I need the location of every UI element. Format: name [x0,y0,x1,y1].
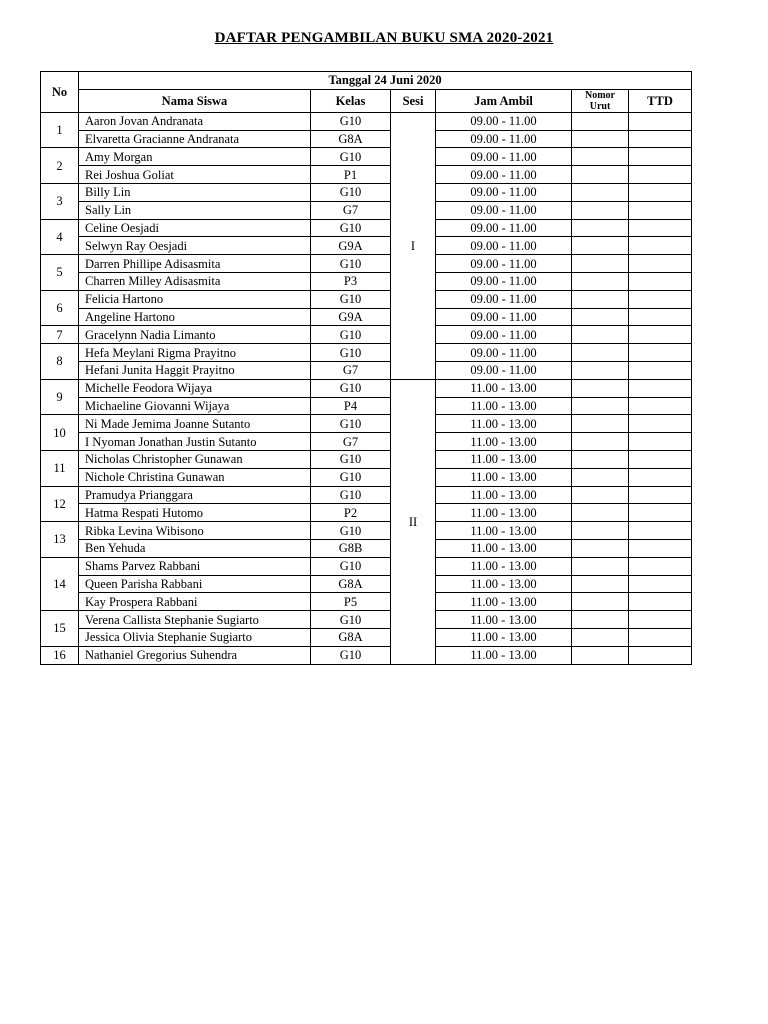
header-nomor-line2: Urut [589,100,611,112]
signature-cell [629,504,692,522]
student-name: Hefani Junita Haggit Prayitno [79,361,311,379]
signature-cell [629,557,692,575]
student-kelas: G10 [311,522,391,540]
header-jam-ambil: Jam Ambil [436,89,572,112]
student-kelas: P2 [311,504,391,522]
session-label: II [391,379,436,664]
table-row [41,344,692,362]
pickup-time: 09.00 - 11.00 [436,166,572,184]
student-kelas: G10 [311,611,391,629]
signature-cell [629,112,692,130]
student-kelas: G9A [311,237,391,255]
signature-cell [629,593,692,611]
row-number: 8 [41,344,79,380]
nomor-urut-cell [572,468,629,486]
signature-cell [629,611,692,629]
signature-cell [629,575,692,593]
pickup-time: 11.00 - 13.00 [436,415,572,433]
header-sesi: Sesi [391,89,436,112]
pickup-time: 09.00 - 11.00 [436,112,572,130]
signature-cell [629,433,692,451]
pickup-time: 11.00 - 13.00 [436,593,572,611]
row-number: 5 [41,255,79,291]
pickup-time: 09.00 - 11.00 [436,237,572,255]
table-row [41,593,692,611]
row-number: 1 [41,112,79,148]
signature-cell [629,148,692,166]
header-nomor-urut [572,89,629,112]
nomor-urut-cell [572,504,629,522]
pickup-time: 11.00 - 13.00 [436,433,572,451]
header-nomor-line1: Nomor [585,89,615,101]
pickup-time: 11.00 - 13.00 [436,379,572,397]
pickup-time: 11.00 - 13.00 [436,450,572,468]
header-no: No [41,72,79,113]
row-number: 14 [41,557,79,610]
pickup-time: 11.00 - 13.00 [436,468,572,486]
pickup-time: 09.00 - 11.00 [436,308,572,326]
pickup-time: 11.00 - 13.00 [436,646,572,664]
student-name: Celine Oesjadi [79,219,311,237]
student-kelas: G10 [311,183,391,201]
signature-cell [629,290,692,308]
nomor-urut-cell [572,593,629,611]
student-kelas: G10 [311,112,391,130]
signature-cell [629,397,692,415]
pickup-time: 11.00 - 13.00 [436,486,572,504]
document-title: DAFTAR PENGAMBILAN BUKU SMA 2020-2021 [214,30,554,46]
student-kelas: G10 [311,468,391,486]
table-row [41,415,692,433]
student-name: Angeline Hartono [79,308,311,326]
nomor-urut-cell [572,611,629,629]
student-name: Hefa Meylani Rigma Prayitno [79,344,311,362]
pickup-time: 09.00 - 11.00 [436,148,572,166]
pickup-time: 09.00 - 11.00 [436,326,572,344]
row-number: 13 [41,522,79,558]
student-name: Billy Lin [79,183,311,201]
nomor-urut-cell [572,344,629,362]
pickup-time: 09.00 - 11.00 [436,219,572,237]
pickup-time: 11.00 - 13.00 [436,504,572,522]
student-kelas: G10 [311,646,391,664]
nomor-urut-cell [572,575,629,593]
student-kelas: G8A [311,628,391,646]
nomor-urut-cell [572,290,629,308]
signature-cell [629,468,692,486]
signature-cell [629,539,692,557]
nomor-urut-cell [572,130,629,148]
student-kelas: G10 [311,379,391,397]
signature-cell [629,326,692,344]
signature-cell [629,344,692,362]
student-name: Rei Joshua Goliat [79,166,311,184]
student-name: Ni Made Jemima Joanne Sutanto [79,415,311,433]
student-name: Queen Parisha Rabbani [79,575,311,593]
table-row [41,646,692,664]
student-kelas: G10 [311,255,391,273]
table-row [41,361,692,379]
table-row [41,611,692,629]
pickup-time: 11.00 - 13.00 [436,557,572,575]
nomor-urut-cell [572,646,629,664]
nomor-urut-cell [572,255,629,273]
signature-cell [629,272,692,290]
table-row [41,237,692,255]
student-name: Amy Morgan [79,148,311,166]
nomor-urut-cell [572,539,629,557]
student-kelas: G8A [311,575,391,593]
table-row [41,148,692,166]
signature-cell [629,415,692,433]
pickup-time: 09.00 - 11.00 [436,255,572,273]
student-name: Elvaretta Gracianne Andranata [79,130,311,148]
student-kelas: G7 [311,201,391,219]
header-ttd: TTD [629,89,692,112]
signature-cell [629,628,692,646]
nomor-urut-cell [572,433,629,451]
nomor-urut-cell [572,415,629,433]
table-row [41,468,692,486]
student-name: Michaeline Giovanni Wijaya [79,397,311,415]
pickup-time: 11.00 - 13.00 [436,611,572,629]
student-name: Felicia Hartono [79,290,311,308]
student-name: Sally Lin [79,201,311,219]
student-name: Charren Milley Adisasmita [79,272,311,290]
table-row [41,272,692,290]
student-name: Selwyn Ray Oesjadi [79,237,311,255]
pickup-time: 11.00 - 13.00 [436,397,572,415]
pickup-time: 11.00 - 13.00 [436,539,572,557]
student-kelas: P5 [311,593,391,611]
nomor-urut-cell [572,308,629,326]
pickup-time: 11.00 - 13.00 [436,575,572,593]
row-number: 6 [41,290,79,326]
student-name: Ben Yehuda [79,539,311,557]
table-row [41,219,692,237]
signature-cell [629,379,692,397]
student-kelas: G10 [311,486,391,504]
table-row [41,486,692,504]
row-number: 11 [41,450,79,486]
header-date: Tanggal 24 Juni 2020 [79,72,692,90]
nomor-urut-cell [572,361,629,379]
nomor-urut-cell [572,237,629,255]
row-number: 9 [41,379,79,415]
signature-cell [629,450,692,468]
table-row [41,397,692,415]
row-number: 15 [41,611,79,647]
student-kelas: G10 [311,219,391,237]
header-row-columns [41,89,692,112]
table-row [41,504,692,522]
row-number: 10 [41,415,79,451]
table-row [41,201,692,219]
table-row [41,557,692,575]
table-row [41,522,692,540]
student-name: Pramudya Prianggara [79,486,311,504]
student-kelas: G8B [311,539,391,557]
nomor-urut-cell [572,201,629,219]
student-name: Ribka Levina Wibisono [79,522,311,540]
student-kelas: P1 [311,166,391,184]
student-name: Aaron Jovan Andranata [79,112,311,130]
student-kelas: G10 [311,326,391,344]
student-name: Darren Phillipe Adisasmita [79,255,311,273]
row-number: 4 [41,219,79,255]
signature-cell [629,201,692,219]
signature-cell [629,255,692,273]
table-row [41,539,692,557]
table-row [41,290,692,308]
nomor-urut-cell [572,166,629,184]
student-kelas: P4 [311,397,391,415]
student-kelas: G10 [311,344,391,362]
table-row [41,575,692,593]
table-row [41,255,692,273]
nomor-urut-cell [572,379,629,397]
pickup-time: 09.00 - 11.00 [436,290,572,308]
student-name: Verena Callista Stephanie Sugiarto [79,611,311,629]
table-body [41,112,692,664]
signature-cell [629,522,692,540]
pickup-time: 09.00 - 11.00 [436,183,572,201]
student-kelas: G10 [311,290,391,308]
table-row [41,308,692,326]
signature-cell [629,166,692,184]
row-number: 2 [41,148,79,184]
row-number: 16 [41,646,79,664]
nomor-urut-cell [572,557,629,575]
signature-cell [629,308,692,326]
pickup-time: 11.00 - 13.00 [436,628,572,646]
table-row [41,166,692,184]
pickup-time: 09.00 - 11.00 [436,130,572,148]
student-kelas: P3 [311,272,391,290]
student-kelas: G10 [311,557,391,575]
signature-cell [629,361,692,379]
nomor-urut-cell [572,486,629,504]
signature-cell [629,646,692,664]
nomor-urut-cell [572,450,629,468]
session-label: I [391,112,436,379]
nomor-urut-cell [572,219,629,237]
pickup-time: 09.00 - 11.00 [436,344,572,362]
table-row [41,112,692,130]
table-row [41,379,692,397]
nomor-urut-cell [572,148,629,166]
header-row-date [41,72,692,90]
pickup-time: 09.00 - 11.00 [436,201,572,219]
student-name: Hatma Respati Hutomo [79,504,311,522]
row-number: 7 [41,326,79,344]
nomor-urut-cell [572,397,629,415]
table-row [41,628,692,646]
nomor-urut-cell [572,272,629,290]
pickup-time: 09.00 - 11.00 [436,272,572,290]
student-kelas: G9A [311,308,391,326]
table-row [41,183,692,201]
table-row [41,130,692,148]
nomor-urut-cell [572,183,629,201]
nomor-urut-cell [572,522,629,540]
signature-cell [629,183,692,201]
student-name: Nichole Christina Gunawan [79,468,311,486]
student-name: Michelle Feodora Wijaya [79,379,311,397]
signature-cell [629,130,692,148]
student-name: Nathaniel Gregorius Suhendra [79,646,311,664]
table-row [41,433,692,451]
student-name: Kay Prospera Rabbani [79,593,311,611]
table-row [41,326,692,344]
student-name: I Nyoman Jonathan Justin Sutanto [79,433,311,451]
student-name: Jessica Olivia Stephanie Sugiarto [79,628,311,646]
row-number: 12 [41,486,79,522]
signature-cell [629,219,692,237]
student-kelas: G10 [311,450,391,468]
pickup-time: 11.00 - 13.00 [436,522,572,540]
signature-cell [629,486,692,504]
header-kelas: Kelas [311,89,391,112]
student-name: Nicholas Christopher Gunawan [79,450,311,468]
student-name: Gracelynn Nadia Limanto [79,326,311,344]
student-kelas: G10 [311,415,391,433]
nomor-urut-cell [572,112,629,130]
student-name: Shams Parvez Rabbani [79,557,311,575]
table-row [41,450,692,468]
pickup-time: 09.00 - 11.00 [436,361,572,379]
nomor-urut-cell [572,326,629,344]
student-kelas: G7 [311,361,391,379]
signature-cell [629,237,692,255]
nomor-urut-cell [572,628,629,646]
header-nama-siswa: Nama Siswa [79,89,311,112]
student-kelas: G10 [311,148,391,166]
student-kelas: G8A [311,130,391,148]
row-number: 3 [41,183,79,219]
pickup-table [40,71,692,665]
student-kelas: G7 [311,433,391,451]
